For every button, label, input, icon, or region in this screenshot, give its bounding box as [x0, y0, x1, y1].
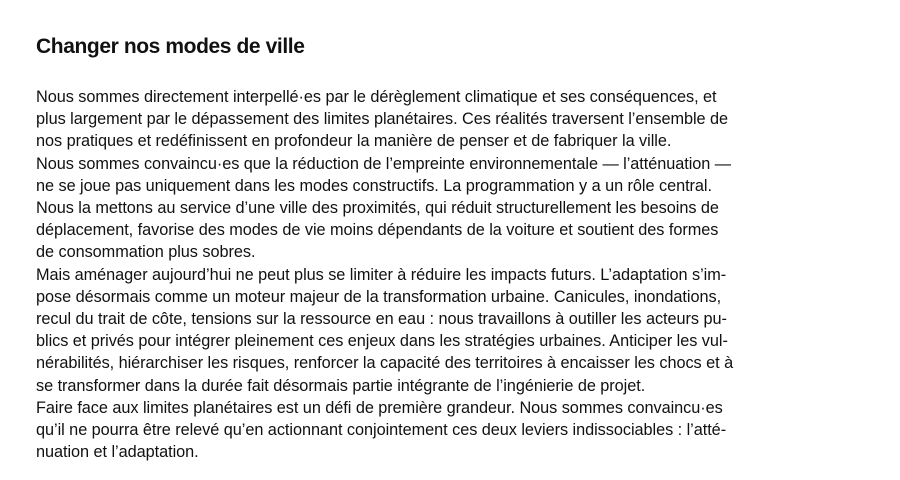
- text-line: se transformer dans la durée fait désormais partie intégrante de l’ingénierie de projet.: [36, 376, 646, 395]
- text-line: nérabilités, hiérarchiser les risques, renforcer la capacité des territoires à encaisser les chocs et à: [36, 354, 734, 373]
- paragraph-attenuation: [36, 153, 856, 264]
- article: [36, 34, 856, 463]
- text-line: blics et privés pour intégrer pleinement ces enjeux dans les stratégies urbaines. Anticiper les vul-: [36, 332, 728, 351]
- text-line: déplacement, favorise des modes de vie moins dépendants de la voiture et soutient des formes: [36, 221, 719, 240]
- paragraph-adaptation: [36, 264, 856, 397]
- text-line: Nous sommes convaincu·es que la réduction de l’empreinte environnementale — l’atténuation —: [36, 154, 732, 173]
- text-line: nos pratiques et redéfinissent en profondeur la manière de penser et de fabriquer la ville.: [36, 132, 672, 151]
- text-line: nuation et l’adaptation.: [36, 443, 199, 462]
- text-line: Faire face aux limites planétaires est un défi de première grandeur. Nous sommes convaincu·es: [36, 398, 723, 417]
- text-line: Mais aménager aujourd’hui ne peut plus se limiter à réduire les impacts futurs. L’adaptation s’im-: [36, 265, 727, 284]
- text-line: de consommation plus sobres.: [36, 243, 256, 262]
- paragraph-intro: [36, 86, 856, 153]
- page-title: Changer nos modes de ville: [36, 35, 305, 58]
- text-line: pose désormais comme un moteur majeur de la transformation urbaine. Canicules, inondations,: [36, 287, 722, 306]
- text-line: ne se joue pas uniquement dans les modes constructifs. La programmation y a un rôle central.: [36, 176, 712, 195]
- paragraph-conclusion: [36, 397, 856, 464]
- text-line: qu’il ne pourra être relevé qu’en actionnant conjointement ces deux leviers indissociables : l’atté-: [36, 421, 727, 440]
- text-line: Nous sommes directement interpellé·es par le dérèglement climatique et ses conséquences, et: [36, 88, 717, 106]
- text-line: recul du trait de côte, tensions sur la ressource en eau : nous travaillons à outiller les acteurs pu-: [36, 310, 727, 329]
- text-line: plus largement par le dépassement des limites planétaires. Ces réalités traversent l’ensemble de: [36, 110, 729, 129]
- text-line: Nous la mettons au service d’une ville des proximités, qui réduit structurellement les besoins de: [36, 199, 719, 218]
